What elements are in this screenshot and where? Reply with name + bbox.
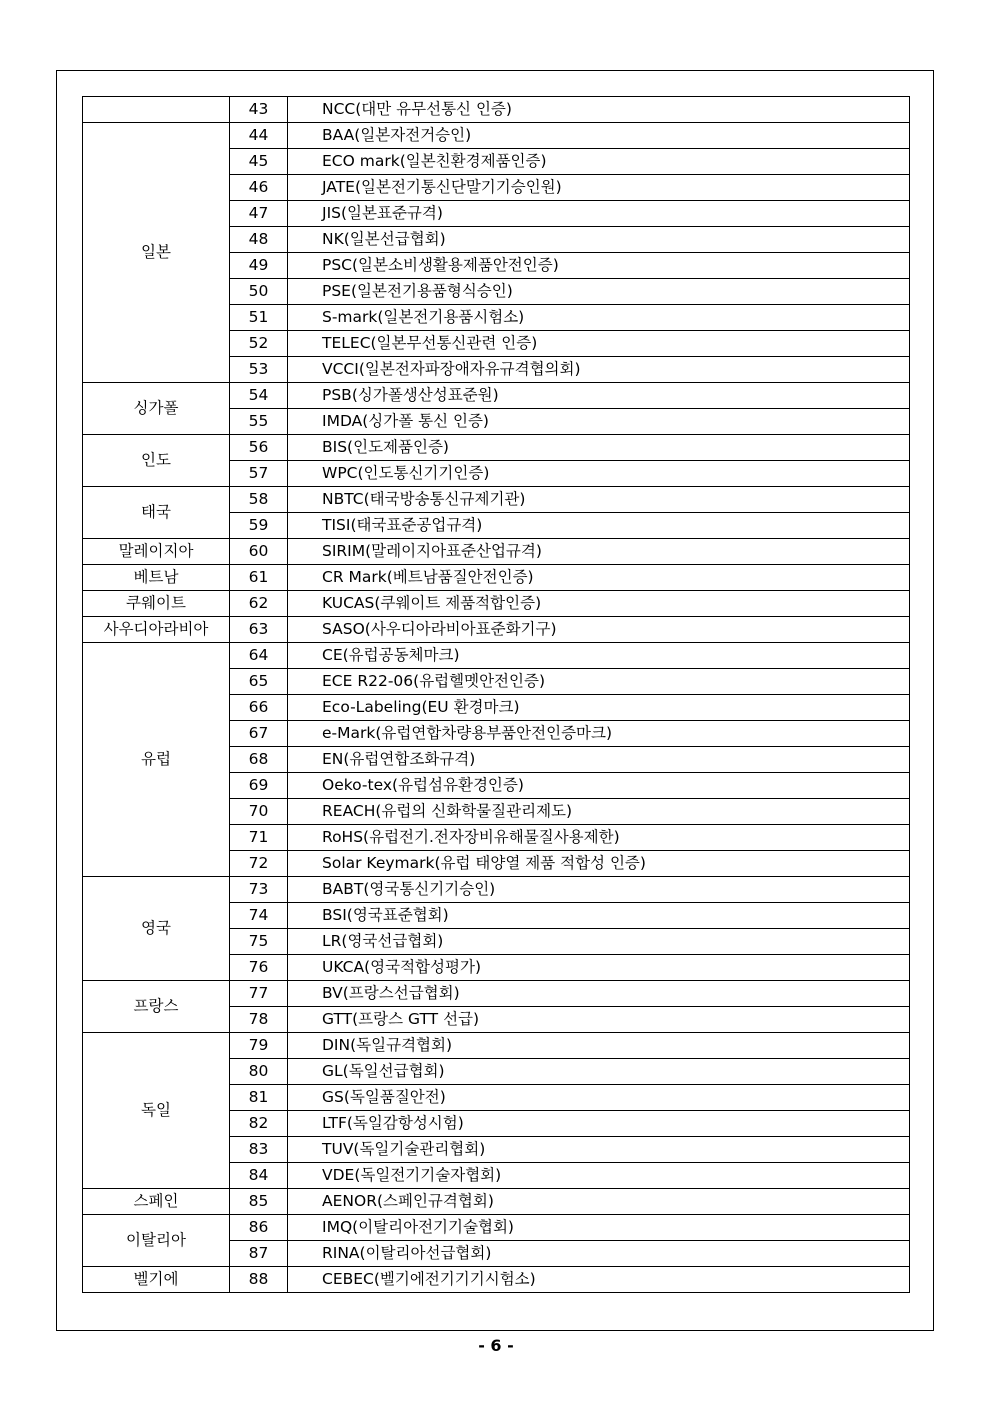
table-row bbox=[83, 565, 910, 591]
certification-name-cell: ECE R22-06(유럽헬멧안전인증) bbox=[288, 669, 910, 695]
number-cell: 52 bbox=[230, 331, 288, 357]
number-cell: 43 bbox=[230, 97, 288, 123]
country-cell: 프랑스 bbox=[83, 981, 230, 1033]
number-cell: 83 bbox=[230, 1137, 288, 1163]
country-cell: 태국 bbox=[83, 487, 230, 539]
certification-name-cell: DIN(독일규격협회) bbox=[288, 1033, 910, 1059]
table-row bbox=[83, 1267, 910, 1293]
number-cell: 87 bbox=[230, 1241, 288, 1267]
number-cell: 46 bbox=[230, 175, 288, 201]
number-cell: 76 bbox=[230, 955, 288, 981]
country-cell: 일본 bbox=[83, 123, 230, 383]
number-cell: 84 bbox=[230, 1163, 288, 1189]
certification-name-cell: NCC(대만 유무선통신 인증) bbox=[288, 97, 910, 123]
certification-name-cell: PSE(일본전기용품형식승인) bbox=[288, 279, 910, 305]
certification-name-cell: IMDA(싱가폴 통신 인증) bbox=[288, 409, 910, 435]
table-row bbox=[83, 591, 910, 617]
certification-name-cell: VCCI(일본전자파장애자유규격협의회) bbox=[288, 357, 910, 383]
number-cell: 48 bbox=[230, 227, 288, 253]
number-cell: 51 bbox=[230, 305, 288, 331]
number-cell: 55 bbox=[230, 409, 288, 435]
number-cell: 65 bbox=[230, 669, 288, 695]
country-cell: 인도 bbox=[83, 435, 230, 487]
country-cell: 쿠웨이트 bbox=[83, 591, 230, 617]
number-cell: 72 bbox=[230, 851, 288, 877]
certification-name-cell: RoHS(유럽전기.전자장비유해물질사용제한) bbox=[288, 825, 910, 851]
certification-name-cell: LTF(독일감항성시험) bbox=[288, 1111, 910, 1137]
number-cell: 68 bbox=[230, 747, 288, 773]
table-row bbox=[83, 1033, 910, 1059]
country-cell: 이탈리아 bbox=[83, 1215, 230, 1267]
number-cell: 67 bbox=[230, 721, 288, 747]
number-cell: 47 bbox=[230, 201, 288, 227]
certification-name-cell: e-Mark(유럽연합차량용부품안전인증마크) bbox=[288, 721, 910, 747]
certification-table bbox=[82, 96, 910, 1293]
number-cell: 78 bbox=[230, 1007, 288, 1033]
number-cell: 53 bbox=[230, 357, 288, 383]
certification-name-cell: BAA(일본자전거승인) bbox=[288, 123, 910, 149]
number-cell: 85 bbox=[230, 1189, 288, 1215]
number-cell: 73 bbox=[230, 877, 288, 903]
certification-name-cell: RINA(이탈리아선급협회) bbox=[288, 1241, 910, 1267]
table-row bbox=[83, 383, 910, 409]
country-cell: 벨기에 bbox=[83, 1267, 230, 1293]
certification-name-cell: EN(유럽연합조화규격) bbox=[288, 747, 910, 773]
certification-name-cell: VDE(독일전기기술자협회) bbox=[288, 1163, 910, 1189]
certification-name-cell: KUCAS(쿠웨이트 제품적합인증) bbox=[288, 591, 910, 617]
certification-name-cell: Eco-Labeling(EU 환경마크) bbox=[288, 695, 910, 721]
certification-name-cell: BV(프랑스선급협회) bbox=[288, 981, 910, 1007]
number-cell: 44 bbox=[230, 123, 288, 149]
certification-table-body bbox=[83, 97, 910, 1293]
certification-name-cell: TUV(독일기술관리협회) bbox=[288, 1137, 910, 1163]
number-cell: 63 bbox=[230, 617, 288, 643]
certification-name-cell: PSC(일본소비생활용제품안전인증) bbox=[288, 253, 910, 279]
certification-name-cell: BIS(인도제품인증) bbox=[288, 435, 910, 461]
certification-name-cell: LR(영국선급협회) bbox=[288, 929, 910, 955]
certification-name-cell: PSB(싱가폴생산성표준원) bbox=[288, 383, 910, 409]
certification-name-cell: BSI(영국표준협회) bbox=[288, 903, 910, 929]
certification-name-cell: AENOR(스페인규격협회) bbox=[288, 1189, 910, 1215]
number-cell: 59 bbox=[230, 513, 288, 539]
table-row bbox=[83, 981, 910, 1007]
page-number: - 6 - bbox=[478, 1336, 514, 1355]
certification-name-cell: JATE(일본전기통신단말기기승인원) bbox=[288, 175, 910, 201]
table-row bbox=[83, 487, 910, 513]
number-cell: 50 bbox=[230, 279, 288, 305]
number-cell: 80 bbox=[230, 1059, 288, 1085]
certification-name-cell: NK(일본선급협회) bbox=[288, 227, 910, 253]
certification-name-cell: CEBEC(벨기에전기기기시험소) bbox=[288, 1267, 910, 1293]
certification-name-cell: TELEC(일본무선통신관련 인증) bbox=[288, 331, 910, 357]
table-row bbox=[83, 539, 910, 565]
country-cell bbox=[83, 97, 230, 123]
country-cell: 사우디아라비아 bbox=[83, 617, 230, 643]
certification-name-cell: SASO(사우디아라비아표준화기구) bbox=[288, 617, 910, 643]
number-cell: 86 bbox=[230, 1215, 288, 1241]
certification-name-cell: ECO mark(일본친환경제품인증) bbox=[288, 149, 910, 175]
certification-name-cell: SIRIM(말레이지아표준산업규격) bbox=[288, 539, 910, 565]
number-cell: 54 bbox=[230, 383, 288, 409]
certification-name-cell: GTT(프랑스 GTT 선급) bbox=[288, 1007, 910, 1033]
number-cell: 56 bbox=[230, 435, 288, 461]
number-cell: 82 bbox=[230, 1111, 288, 1137]
number-cell: 60 bbox=[230, 539, 288, 565]
number-cell: 70 bbox=[230, 799, 288, 825]
country-cell: 싱가폴 bbox=[83, 383, 230, 435]
number-cell: 75 bbox=[230, 929, 288, 955]
country-cell: 말레이지아 bbox=[83, 539, 230, 565]
table-row bbox=[83, 123, 910, 149]
country-cell: 스페인 bbox=[83, 1189, 230, 1215]
table-row bbox=[83, 97, 910, 123]
certification-name-cell: IMQ(이탈리아전기기술협회) bbox=[288, 1215, 910, 1241]
number-cell: 69 bbox=[230, 773, 288, 799]
number-cell: 57 bbox=[230, 461, 288, 487]
certification-name-cell: GL(독일선급협회) bbox=[288, 1059, 910, 1085]
certification-name-cell: REACH(유럽의 신화학물질관리제도) bbox=[288, 799, 910, 825]
country-cell: 영국 bbox=[83, 877, 230, 981]
table-row bbox=[83, 643, 910, 669]
country-cell: 유럽 bbox=[83, 643, 230, 877]
number-cell: 45 bbox=[230, 149, 288, 175]
number-cell: 71 bbox=[230, 825, 288, 851]
country-cell: 베트남 bbox=[83, 565, 230, 591]
table-row bbox=[83, 1189, 910, 1215]
number-cell: 49 bbox=[230, 253, 288, 279]
certification-name-cell: JIS(일본표준규격) bbox=[288, 201, 910, 227]
certification-name-cell: GS(독일품질안전) bbox=[288, 1085, 910, 1111]
table-row bbox=[83, 435, 910, 461]
number-cell: 88 bbox=[230, 1267, 288, 1293]
number-cell: 81 bbox=[230, 1085, 288, 1111]
country-cell: 독일 bbox=[83, 1033, 230, 1189]
certification-name-cell: Oeko-tex(유럽섬유환경인증) bbox=[288, 773, 910, 799]
certification-name-cell: CR Mark(베트남품질안전인증) bbox=[288, 565, 910, 591]
number-cell: 77 bbox=[230, 981, 288, 1007]
number-cell: 79 bbox=[230, 1033, 288, 1059]
number-cell: 64 bbox=[230, 643, 288, 669]
certification-name-cell: BABT(영국통신기기승인) bbox=[288, 877, 910, 903]
table-row bbox=[83, 617, 910, 643]
certification-name-cell: UKCA(영국적합성평가) bbox=[288, 955, 910, 981]
certification-name-cell: S-mark(일본전기용품시험소) bbox=[288, 305, 910, 331]
number-cell: 74 bbox=[230, 903, 288, 929]
certification-name-cell: NBTC(태국방송통신규제기관) bbox=[288, 487, 910, 513]
certification-name-cell: WPC(인도통신기기인증) bbox=[288, 461, 910, 487]
table-row bbox=[83, 1215, 910, 1241]
certification-name-cell: Solar Keymark(유럽 태양열 제품 적합성 인증) bbox=[288, 851, 910, 877]
certification-name-cell: TISI(태국표준공업규격) bbox=[288, 513, 910, 539]
certification-name-cell: CE(유럽공동체마크) bbox=[288, 643, 910, 669]
number-cell: 66 bbox=[230, 695, 288, 721]
number-cell: 61 bbox=[230, 565, 288, 591]
table-row bbox=[83, 877, 910, 903]
number-cell: 62 bbox=[230, 591, 288, 617]
number-cell: 58 bbox=[230, 487, 288, 513]
